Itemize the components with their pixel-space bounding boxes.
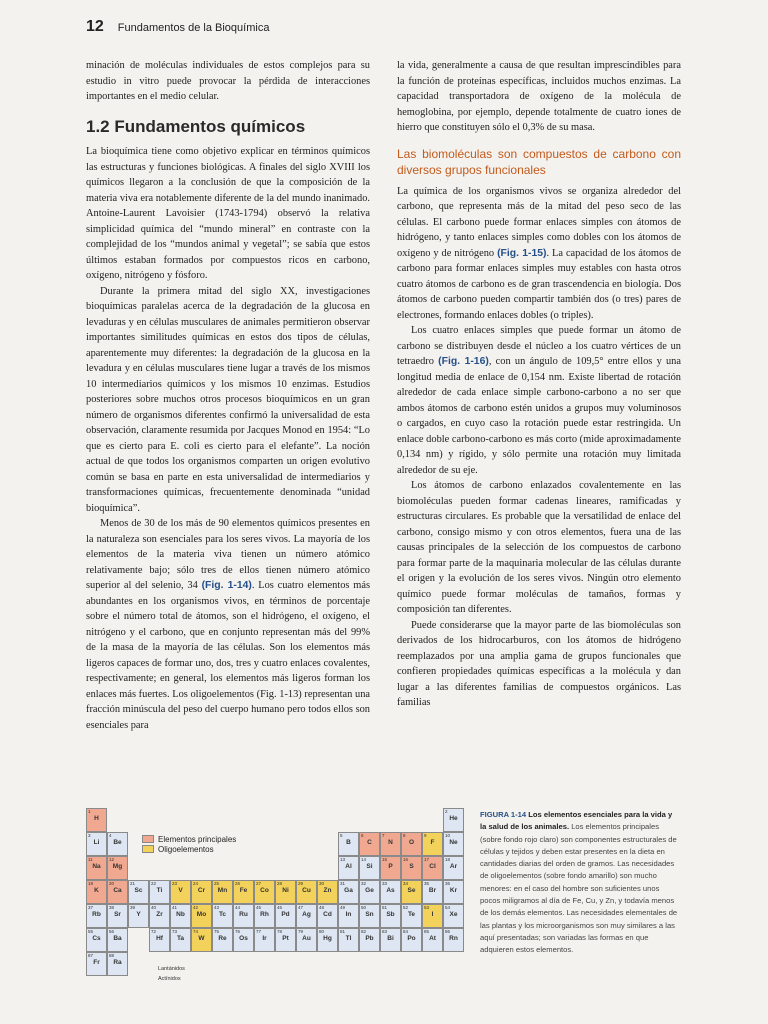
paragraph xyxy=(397,184,681,324)
element-cell-ru xyxy=(233,904,254,928)
paragraph: Los átomos de carbono enlazados covalentemente en las biomoléculas pueden formar cadenas lineares, ramificadas y estructuras circulares. Es probable que la versatilidad de enlace del carbono, consigo mismo y con otros elementos, fuera una de las causas principales de la selección de los compuestos de carbono para formar parte de la maquinaria molecular de las células durante el origen y la evolución de los seres vivos. Ningún otro elemento químico puede formar moléculas de tamaños, formas y composición tan diferentes. xyxy=(397,480,681,615)
element-symbol: Rn xyxy=(449,935,458,942)
element-cell-sn xyxy=(359,904,380,928)
element-symbol: Ga xyxy=(344,887,353,894)
element-symbol: Zn xyxy=(323,887,332,894)
figure-reference-link[interactable]: (Fig. 1-14) xyxy=(201,580,252,591)
element-symbol: Sb xyxy=(386,911,395,918)
atomic-number: 81 xyxy=(340,929,346,934)
atomic-number: 87 xyxy=(88,953,94,958)
element-cell-k xyxy=(86,880,107,904)
element-cell-ta xyxy=(170,928,191,952)
element-cell-in xyxy=(338,904,359,928)
atomic-number: 8 xyxy=(403,833,406,838)
element-cell-fr xyxy=(86,952,107,976)
atomic-number: 15 xyxy=(382,857,388,862)
element-cell-w xyxy=(191,928,212,952)
element-symbol: Tl xyxy=(345,935,352,942)
atomic-number: 21 xyxy=(130,881,136,886)
atomic-number: 48 xyxy=(319,905,325,910)
element-cell-al xyxy=(338,856,359,880)
element-cell-pb xyxy=(359,928,380,952)
element-cell-he xyxy=(443,808,464,832)
element-cell-au xyxy=(296,928,317,952)
element-cell-c xyxy=(359,832,380,856)
atomic-number: 14 xyxy=(361,857,367,862)
element-cell-s xyxy=(401,856,422,880)
element-cell-i xyxy=(422,904,443,928)
element-cell-y xyxy=(128,904,149,928)
element-cell-f xyxy=(422,832,443,856)
element-symbol: Te xyxy=(407,911,416,918)
atomic-number: 47 xyxy=(298,905,304,910)
paragraph: La bioquímica tiene como objetivo explicar en términos químicos las estructuras y funciones biológicas. A finales del siglo XVIII los químicos llegaron a la conclusión de que la composición de la materia viva era notablemente diferente de la del mundo inanimado. Antoine-Laurent Lavoisier (1743-1794) observó la relativa simplicidad química del “mundo mineral” en contraste con la complejidad de los “mundos animal y vegetal”; se sabía que estos últimos estaban formados por compuestos ricos en carbono, oxígeno, nitrógeno y fósforo. xyxy=(86,146,370,281)
atomic-number: 53 xyxy=(424,905,430,910)
element-cell-as xyxy=(380,880,401,904)
element-symbol: Hf xyxy=(156,935,163,942)
paragraph-text: Los cuatro enlaces simples que puede formar un átomo de carbono se distribuyen desde el núcleo a los cuatro vértices de un tetraedro xyxy=(397,325,681,367)
paragraph: Puede considerarse que la mayor parte de las biomoléculas son derivados de los hidrocarburos, con los átomos de hidrógeno reemplazados por una amplia gama de grupos funcionales que confieren propiedades químicas específicas a la molécula y dan lugar a las diferentes familias de compuestos orgánicos. Las familias xyxy=(397,619,681,708)
element-symbol: Rb xyxy=(92,911,101,918)
element-symbol: K xyxy=(94,887,99,894)
section-title: 1.2 Fundamentos químicos xyxy=(86,116,306,136)
element-cell-co xyxy=(254,880,275,904)
element-symbol: Co xyxy=(260,887,269,894)
element-symbol: Tc xyxy=(218,911,227,918)
element-symbol: Cl xyxy=(429,863,436,870)
atomic-number: 37 xyxy=(88,905,94,910)
atomic-number: 28 xyxy=(277,881,283,886)
element-symbol: Cu xyxy=(302,887,311,894)
atomic-number: 33 xyxy=(382,881,388,886)
element-cell-sr xyxy=(107,904,128,928)
atomic-number: 56 xyxy=(109,929,115,934)
element-symbol: Ca xyxy=(113,887,122,894)
element-symbol: Mn xyxy=(217,887,228,894)
atomic-number: 10 xyxy=(445,833,451,838)
element-symbol: Sn xyxy=(365,911,374,918)
atomic-number: 27 xyxy=(256,881,262,886)
element-cell-nb xyxy=(170,904,191,928)
atomic-number: 88 xyxy=(109,953,115,958)
atomic-number: 49 xyxy=(340,905,346,910)
atomic-number: 35 xyxy=(424,881,430,886)
element-cell-p xyxy=(380,856,401,880)
element-symbol: V xyxy=(178,887,183,894)
element-cell-rh xyxy=(254,904,275,928)
atomic-number: 25 xyxy=(214,881,220,886)
atomic-number: 3 xyxy=(88,833,91,838)
legend-swatch-oligo xyxy=(142,845,154,853)
paragraph-text: Menos de 30 de los más de 90 elementos químicos presentes en la naturaleza son esenciales para los seres vivos. La mayoría de los elementos de la materia viva tienen un número atómico relativamente bajo; sólo tres de ellos tienen número atómico superior al del selenio, 34 xyxy=(86,518,370,591)
element-cell-ni xyxy=(275,880,296,904)
running-title: Fundamentos de la Bioquímica xyxy=(117,22,270,34)
atomic-number: 16 xyxy=(403,857,409,862)
element-symbol: Pt xyxy=(282,935,289,942)
element-cell-os xyxy=(233,928,254,952)
element-cell-hf xyxy=(149,928,170,952)
element-cell-cd xyxy=(317,904,338,928)
atomic-number: 36 xyxy=(445,881,451,886)
element-symbol: S xyxy=(409,863,414,870)
element-symbol: C xyxy=(367,839,372,846)
element-symbol: P xyxy=(388,863,393,870)
element-symbol: Fe xyxy=(239,887,248,894)
element-symbol: Ta xyxy=(176,935,185,942)
atomic-number: 42 xyxy=(193,905,199,910)
atomic-number: 77 xyxy=(256,929,262,934)
element-symbol: Mg xyxy=(112,863,123,870)
element-cell-ba xyxy=(107,928,128,952)
element-cell-mo xyxy=(191,904,212,928)
element-symbol: Ba xyxy=(113,935,122,942)
figure-reference-link[interactable]: (Fig. 1-16) xyxy=(438,356,489,367)
lanthanides-label: Lantánidos xyxy=(158,966,185,972)
caption-text: Los elementos principales (sobre fondo rojo claro) son componentes estructurales de células y tejidos y deben estar presentes en la dieta en cantidades diarias del orden de gramos. Las necesidades de oligoelementos (sobre fondo amarillo) son mucho menores: en el caso del hombre son suficientes unos pocos miligramos al día de Fe, Cu, y Zn, y todavía menos de los demás elementos. Las necesidades elementales de las plantas y los microorganismos son muy similares a las aquí presentadas; son variadas las formas en que adquieren estos elementos. xyxy=(480,822,678,955)
element-symbol: He xyxy=(449,815,458,822)
atomic-number: 32 xyxy=(361,881,367,886)
element-symbol: Al xyxy=(345,863,352,870)
element-cell-ir xyxy=(254,928,275,952)
element-cell-zr xyxy=(149,904,170,928)
element-symbol: Au xyxy=(302,935,311,942)
element-cell-ag xyxy=(296,904,317,928)
legend-label-oligo: Oligoelementos xyxy=(158,844,214,854)
element-cell-ga xyxy=(338,880,359,904)
atomic-number: 50 xyxy=(361,905,367,910)
figure-caption xyxy=(480,809,680,957)
atomic-number: 34 xyxy=(403,881,409,886)
element-symbol: O xyxy=(408,839,415,846)
element-cell-bi xyxy=(380,928,401,952)
element-cell-na xyxy=(86,856,107,880)
atomic-number: 83 xyxy=(382,929,388,934)
element-symbol: Be xyxy=(113,839,122,846)
paragraph: minación de moléculas individuales de estos complejos para su estudio in vitro puede provocar la pérdida de interacciones importantes en el medio celular. xyxy=(86,60,370,102)
element-symbol: Ir xyxy=(262,935,267,942)
element-symbol: Li xyxy=(93,839,100,846)
element-cell-tc xyxy=(212,904,233,928)
element-symbol: Se xyxy=(407,887,416,894)
atomic-number: 55 xyxy=(88,929,94,934)
atomic-number: 44 xyxy=(235,905,241,910)
element-symbol: I xyxy=(431,911,434,918)
element-cell-cs xyxy=(86,928,107,952)
element-cell-ti xyxy=(149,880,170,904)
atomic-number: 46 xyxy=(277,905,283,910)
element-cell-ra xyxy=(107,952,128,976)
element-cell-ge xyxy=(359,880,380,904)
element-cell-at xyxy=(422,928,443,952)
actinides-label: Actínidos xyxy=(158,976,181,982)
paragraph: la vida, generalmente a causa de que resultan imprescindibles para la función de proteínas específicas, incluidos muchos enzimas. La capacidad transportadora de oxígeno de la molécula de hemoglobina, por ejemplo, depende totalmente de cuatro iones de hierro que constituyen sólo el 0,3% de su masa. xyxy=(397,60,681,133)
element-symbol: H xyxy=(94,815,99,822)
page-number: 12 xyxy=(86,18,104,35)
paragraph-text: . La capacidad de los átomos de carbono para formar enlaces simples muy estables con hasta otros cuatro átomos de carbono es de gran trascendencia en biología. Dos átomos de carbono pueden compartir también dos (o tres) pares de electrones, formando enlaces dobles (o triples). xyxy=(397,247,681,321)
atomic-number: 85 xyxy=(424,929,430,934)
element-cell-v xyxy=(170,880,191,904)
figure-legend xyxy=(142,834,236,854)
caption-title: Los elementos esenciales para la vida y la salud de los animales. xyxy=(480,810,673,832)
element-symbol: In xyxy=(345,911,352,918)
element-cell-br xyxy=(422,880,443,904)
element-symbol: Br xyxy=(428,887,437,894)
element-symbol: Mo xyxy=(196,911,207,918)
element-cell-ca xyxy=(107,880,128,904)
element-symbol: Po xyxy=(407,935,416,942)
element-symbol: Cs xyxy=(92,935,101,942)
element-cell-n xyxy=(380,832,401,856)
atomic-number: 38 xyxy=(109,905,115,910)
atomic-number: 43 xyxy=(214,905,220,910)
element-symbol: Ti xyxy=(156,887,163,894)
atomic-number: 84 xyxy=(403,929,409,934)
paragraph-text: , con un ángulo de 109,5° entre ellos y una longitud media de enlace de 0,154 nm. Existe libertad de rotación alrededor de cada enlace simple carbono-carbono a no ser que ambos átomos de carbono estén unidos a grupos muy voluminosos o cargados, en cuyo caso la rotación puede estar restringida. Un enlace doble carbono-carbono es más corto (mide aproximadamente 0,134 nm) y rígido, y sólo permite una rotación muy limitada alrededor de su eje. xyxy=(397,356,681,476)
paragraph-text: La química de los organismos vivos se organiza alrededor del carbono, que representa más de la mitad del peso seco de las células. El carbono puede formar enlaces simples con átomos de hidrógeno, y tanto enlaces simples como dobles con los átomos de oxígeno y de nitrógeno xyxy=(397,185,681,259)
atomic-number: 72 xyxy=(151,929,157,934)
atomic-number: 20 xyxy=(109,881,115,886)
element-cell-si xyxy=(359,856,380,880)
element-symbol: Re xyxy=(218,935,227,942)
atomic-number: 74 xyxy=(193,929,199,934)
element-cell-o xyxy=(401,832,422,856)
paragraph: Durante la primera mitad del siglo XX, investigaciones bioquímicas paralelas acerca de la degradación de la glucosa en levaduras y en células musculares de animales permitieron observar importantes similitudes químicas en estos dos tipos de células, aparentemente muy diferentes: la degradación de la glucosa en la levadura y en células musculares tiene lugar a través de los mismos 10 intermediarios químicos y los mismos 10 enzimas. Estudios posteriores sobre muchos otros procesos bioquímicos en un gran número de organismos diferentes confirmó la universalidad de esta observación, claramente resumida por Jacques Monod en 1954: “Lo que es cierto para E. coli es cierto para el elefante”. La noción actual de que todos los organismos comparten un origen evolutivo común se basa en parte en esta universalidad de intermediarios y transformaciones químicas, frecuentemente denominada “unidad bioquímica”. xyxy=(86,285,370,514)
element-cell-rb xyxy=(86,904,107,928)
element-cell-cr xyxy=(191,880,212,904)
element-symbol: Ni xyxy=(282,887,289,894)
element-symbol: Ne xyxy=(449,839,458,846)
subsection-heading: Las biomoléculas son compuestos de carbono con diversos grupos funcionales xyxy=(397,146,681,177)
element-symbol: Sr xyxy=(114,911,121,918)
element-cell-b xyxy=(338,832,359,856)
paragraph-text: . Los cuatro elementos más abundantes en los organismos vivos, en términos de porcentaje sobre el número total de átomos, son el hidrógeno, el oxígeno, el nitrógeno y el carbono, que en conjunto representan más del 99% de la masa de la mayoría de las células. Son los elementos más ligeros capaces de formar uno, dos, tres y cuatro enlaces covalentes, respectivamente; en general, los elementos más ligeros forman los enlaces más fuertes. Los oligoelementos (Fig. 1-13) representan una fracción minúscula del peso del cuerpo humano pero todos ellos son esenciales para xyxy=(86,580,371,731)
element-cell-mn xyxy=(212,880,233,904)
element-symbol: Cd xyxy=(323,911,332,918)
atomic-number: 23 xyxy=(172,881,178,886)
element-cell-pd xyxy=(275,904,296,928)
paragraph xyxy=(397,323,681,478)
atomic-number: 78 xyxy=(277,929,283,934)
element-cell-tl xyxy=(338,928,359,952)
element-symbol: B xyxy=(346,839,351,846)
atomic-number: 41 xyxy=(172,905,178,910)
atomic-number: 82 xyxy=(361,929,367,934)
element-symbol: Cr xyxy=(197,887,206,894)
paragraph xyxy=(86,516,370,733)
element-cell-rn xyxy=(443,928,464,952)
element-symbol: Nb xyxy=(176,911,185,918)
element-cell-mg xyxy=(107,856,128,880)
atomic-number: 12 xyxy=(109,857,115,862)
element-symbol: Pd xyxy=(281,911,290,918)
atomic-number: 75 xyxy=(214,929,220,934)
element-symbol: Y xyxy=(136,911,141,918)
atomic-number: 18 xyxy=(445,857,451,862)
periodic-table-figure xyxy=(86,808,472,988)
element-symbol: Ru xyxy=(239,911,248,918)
atomic-number: 17 xyxy=(424,857,430,862)
element-symbol: As xyxy=(386,887,395,894)
atomic-number: 9 xyxy=(424,833,427,838)
element-symbol: W xyxy=(198,935,205,942)
element-cell-hg xyxy=(317,928,338,952)
figure-reference-link[interactable]: (Fig. 1-15) xyxy=(497,247,547,259)
atomic-number: 39 xyxy=(130,905,136,910)
element-symbol: Rh xyxy=(260,911,269,918)
atomic-number: 73 xyxy=(172,929,178,934)
element-cell-be xyxy=(107,832,128,856)
element-cell-kr xyxy=(443,880,464,904)
element-symbol: Kr xyxy=(449,887,458,894)
element-cell-po xyxy=(401,928,422,952)
legend-swatch-principal xyxy=(142,835,154,843)
element-symbol: N xyxy=(388,839,393,846)
element-symbol: At xyxy=(429,935,436,942)
atomic-number: 80 xyxy=(319,929,325,934)
element-cell-li xyxy=(86,832,107,856)
atomic-number: 2 xyxy=(445,809,448,814)
atomic-number: 5 xyxy=(340,833,343,838)
atomic-number: 22 xyxy=(151,881,157,886)
element-cell-pt xyxy=(275,928,296,952)
element-symbol: Bi xyxy=(387,935,394,942)
element-cell-sb xyxy=(380,904,401,928)
element-symbol: Os xyxy=(239,935,248,942)
atomic-number: 45 xyxy=(256,905,262,910)
element-symbol: Si xyxy=(366,863,373,870)
atomic-number: 1 xyxy=(88,809,91,814)
left-column xyxy=(86,58,370,733)
element-cell-fe xyxy=(233,880,254,904)
atomic-number: 86 xyxy=(445,929,451,934)
atomic-number: 31 xyxy=(340,881,346,886)
atomic-number: 29 xyxy=(298,881,304,886)
legend-label-principal: Elementos principales xyxy=(158,834,237,844)
caption-label: FIGURA 1-14 xyxy=(480,810,527,819)
element-symbol: Xe xyxy=(449,911,458,918)
atomic-number: 4 xyxy=(109,833,112,838)
atomic-number: 6 xyxy=(361,833,364,838)
element-symbol: Ag xyxy=(302,911,311,918)
element-symbol: Ra xyxy=(113,959,122,966)
atomic-number: 54 xyxy=(445,905,451,910)
element-cell-cu xyxy=(296,880,317,904)
atomic-number: 76 xyxy=(235,929,241,934)
atomic-number: 7 xyxy=(382,833,385,838)
atomic-number: 40 xyxy=(151,905,157,910)
element-symbol: Pb xyxy=(365,935,374,942)
element-symbol: Ge xyxy=(365,887,374,894)
element-cell-ar xyxy=(443,856,464,880)
element-cell-ne xyxy=(443,832,464,856)
element-symbol: Hg xyxy=(323,935,332,942)
atomic-number: 79 xyxy=(298,929,304,934)
atomic-number: 11 xyxy=(88,857,93,862)
element-cell-te xyxy=(401,904,422,928)
atomic-number: 19 xyxy=(88,881,94,886)
element-cell-xe xyxy=(443,904,464,928)
element-symbol: Na xyxy=(92,863,101,870)
element-symbol: Ar xyxy=(449,863,458,870)
atomic-number: 13 xyxy=(340,857,346,862)
atomic-number: 30 xyxy=(319,881,325,886)
element-symbol: Sc xyxy=(134,887,143,894)
atomic-number: 51 xyxy=(382,905,388,910)
element-cell-h xyxy=(86,808,107,832)
element-symbol: Fr xyxy=(93,959,100,966)
element-cell-se xyxy=(401,880,422,904)
element-cell-cl xyxy=(422,856,443,880)
element-symbol: F xyxy=(430,839,435,846)
element-symbol: Zr xyxy=(156,911,163,918)
atomic-number: 52 xyxy=(403,905,409,910)
element-cell-zn xyxy=(317,880,338,904)
element-cell-re xyxy=(212,928,233,952)
element-cell-sc xyxy=(128,880,149,904)
right-column xyxy=(397,58,681,711)
atomic-number: 26 xyxy=(235,881,241,886)
atomic-number: 24 xyxy=(193,881,199,886)
page-header xyxy=(86,18,269,42)
